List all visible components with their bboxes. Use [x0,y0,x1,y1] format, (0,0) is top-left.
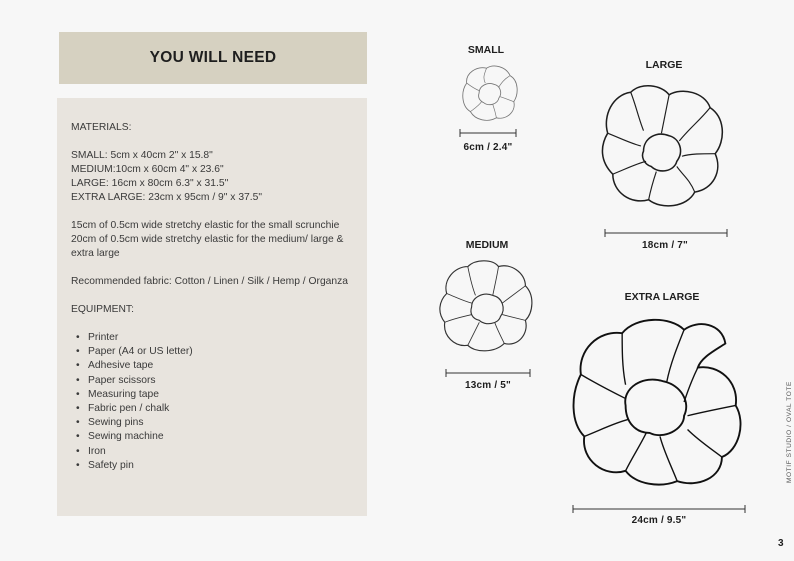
equipment-list [71,331,353,473]
equipment-item: • Iron [88,445,353,459]
page-number: 3 [778,538,784,549]
size-extra-large: EXTRA LARGE: 23cm x 95cm / 9" x 37.5" [71,192,263,203]
elastic-small: 15cm of 0.5cm wide stretchy elastic for the small scrunchie [71,220,340,231]
medium-dimension: 13cm / 5" [464,380,511,391]
large-label: LARGE [645,59,683,71]
size-small: SMALL: 5cm x 40cm 2" x 15.8" [71,150,213,161]
materials-panel [57,98,367,516]
equipment-item: • Paper (A4 or US letter) [88,345,353,359]
fabric-recommendation: Recommended fabric: Cotton / Linen / Silk / Hemp / Organza [71,276,349,287]
elastic-large: 20cm of 0.5cm wide stretchy elastic for the medium/ large & extra large [71,234,344,259]
large-scrunchie-illustration [598,82,730,210]
extra-large-label: EXTRA LARGE [624,291,700,303]
equipment-item: • Paper scissors [88,374,353,388]
equipment-item: • Sewing machine [88,430,353,444]
equipment-item: • Sewing pins [88,416,353,430]
materials-heading: MATERIALS: [71,122,132,133]
large-dimension-line [604,228,728,238]
medium-scrunchie-illustration [437,257,537,353]
equipment-heading: EQUIPMENT: [71,304,134,315]
large-dimension: 18cm / 7" [641,240,688,251]
extra-large-dimension: 24cm / 9.5" [631,515,687,526]
small-dimension-line [459,128,517,138]
equipment-item: • Printer [88,331,353,345]
medium-dimension-line [445,368,531,378]
size-large: LARGE: 16cm x 80cm 6.3" x 31.5" [71,178,229,189]
equipment-item: • Safety pin [88,459,353,473]
equipment-item: • Fabric pen / chalk [88,402,353,416]
small-scrunchie-illustration [452,62,526,124]
extra-large-scrunchie-illustration [572,316,748,488]
equipment-item: • Adhesive tape [88,359,353,373]
size-medium: MEDIUM:10cm x 60cm 4" x 23.6" [71,164,224,175]
extra-large-dimension-line [572,504,746,514]
title-box [59,32,367,84]
equipment-item: • Measuring tape [88,388,353,402]
side-credit: MOTIF STUDIO / OVAL TOTE [786,381,793,483]
small-label: SMALL [467,44,505,56]
medium-label: MEDIUM [465,239,509,251]
small-dimension: 6cm / 2.4" [463,142,513,153]
page-title: YOU WILL NEED [149,49,277,66]
